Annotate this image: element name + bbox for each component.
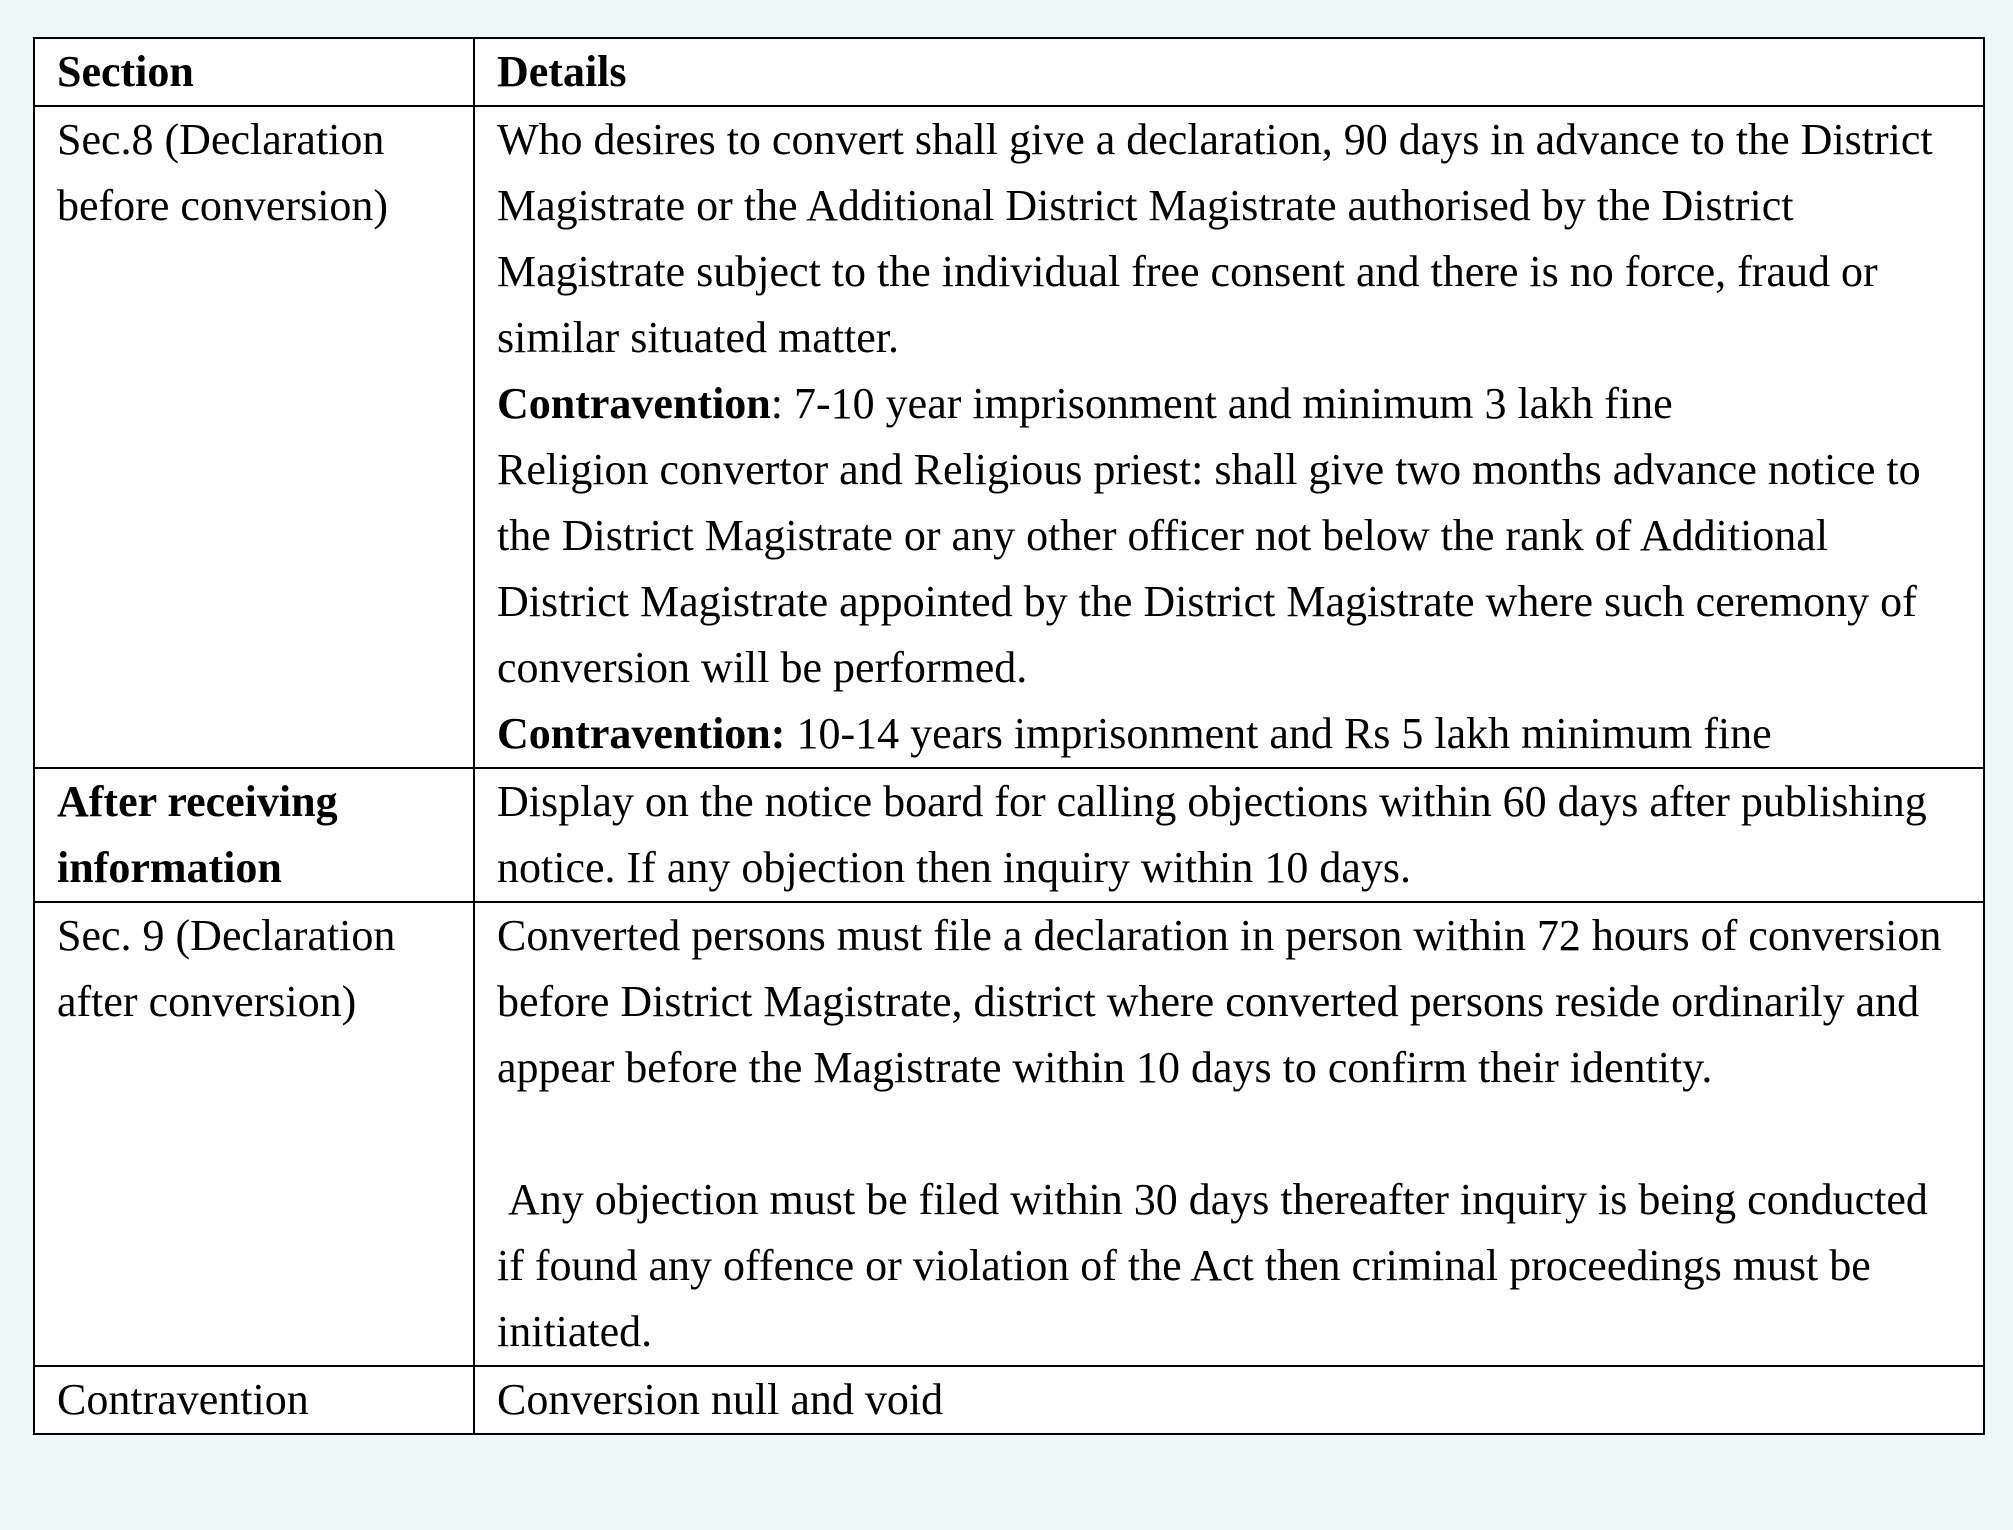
header-section: Section: [34, 38, 474, 106]
row-details-cell: [474, 902, 1984, 1366]
details-paragraph: Who desires to convert shall give a declaration, 90 days in advance to the District Magistrate or the Additional District Magistrate authorised by the District Magistrate subject to the individual free consent and there is no force, fraud or similar situated matter.: [497, 115, 1944, 362]
header-details: Details: [474, 38, 1984, 106]
table-header-row: [34, 38, 1984, 106]
contravention-line: [497, 371, 1961, 437]
contravention-label: Contravention: [497, 379, 771, 428]
provisions-table: [33, 37, 1985, 1435]
row-details-cell: [474, 106, 1984, 768]
row-section-cell: Sec. 9 (Declaration after conversion): [34, 902, 474, 1366]
table-row: [34, 902, 1984, 1366]
details-paragraph: Converted persons must file a declaration in person within 72 hours of conversion before District Magistrate, district where converted persons reside ordinarily and appear before the Magistrate within 10 days to confirm their identity.: [497, 911, 1953, 1092]
row-details-cell: Conversion null and void: [474, 1366, 1984, 1434]
row-section-cell: Contravention: [34, 1366, 474, 1434]
row-details-cell: Display on the notice board for calling objections within 60 days after publishing notice. If any objection then inquiry within 10 days.: [474, 768, 1984, 902]
table-row: [34, 1366, 1984, 1434]
paragraph-spacer: [497, 1101, 1961, 1167]
contravention-text: : 7-10 year imprisonment and minimum 3 lakh fine: [770, 379, 1673, 428]
table-row: [34, 106, 1984, 768]
table-row: [34, 768, 1984, 902]
contravention-line: [497, 701, 1961, 767]
row-section-cell: After receiving information: [34, 768, 474, 902]
row-section-cell: Sec.8 (Declaration before conversion): [34, 106, 474, 768]
contravention-label: Contravention:: [497, 709, 786, 758]
contravention-text: 10-14 years imprisonment and Rs 5 lakh minimum fine: [785, 709, 1772, 758]
details-paragraph: Any objection must be filed within 30 days thereafter inquiry is being conducted if found any offence or violation of the Act then criminal proceedings must be initiated.: [497, 1175, 1939, 1356]
details-paragraph: Religion convertor and Religious priest: shall give two months advance notice to the District Magistrate or any other officer not below the rank of Additional District Magistrate appointed by the District Magistrate where such ceremony of conversion will be performed.: [497, 445, 1932, 692]
